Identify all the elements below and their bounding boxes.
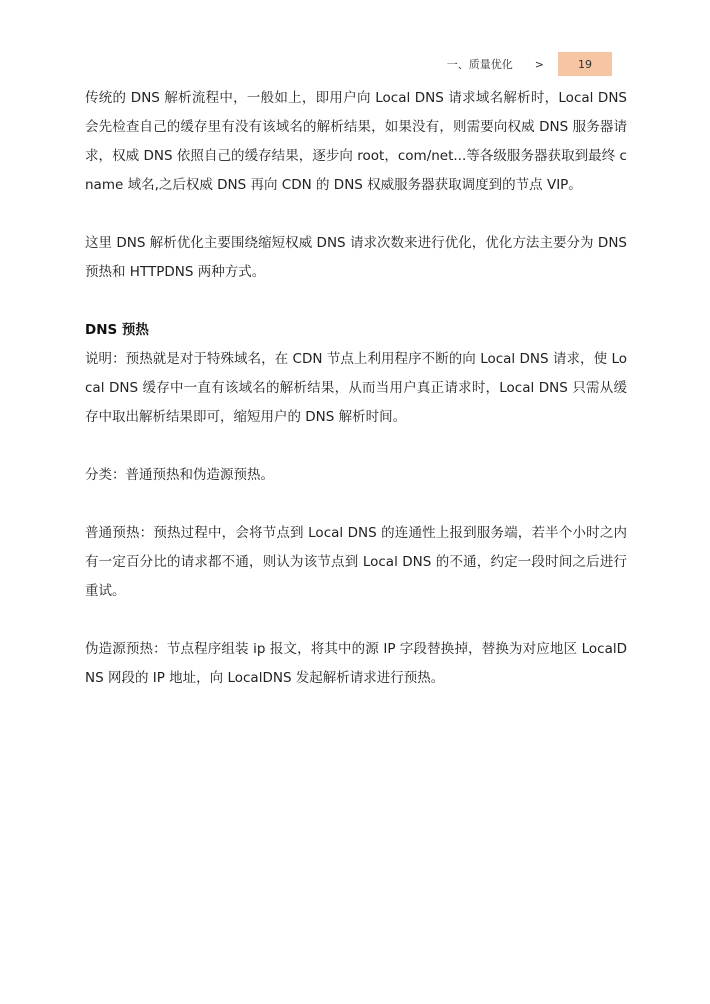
page-header <box>447 52 612 76</box>
document-body <box>85 84 627 693</box>
page-number-badge: 19 <box>558 52 612 76</box>
paragraph-prewarm-description: 说明：预热就是对于特殊域名，在 CDN 节点上利用程序不断的向 Local DNS 请求，使 Local DNS 缓存中一直有该域名的解析结果，从而当用户真正请求时，Local DNS 只需从缓存中取出解析结果即可，缩短用户的 DNS 解析时间。 <box>85 351 627 425</box>
paragraph-dns-optimization: 这里 DNS 解析优化主要围绕缩短权威 DNS 请求次数来进行优化，优化方法主要分为 DNS 预热和 HTTPDNS 两种方式。 <box>85 235 627 280</box>
paragraph-dns-flow: 传统的 DNS 解析流程中，一般如上，即用户向 Local DNS 请求域名解析时，Local DNS 会先检查自己的缓存里有没有该域名的解析结果，如果没有，则需要向权威 DNS 服务器请求，权威 DNS 依照自己的缓存结果，逐步向 root，com/net...等各级服务器获取到最终 cname 域名,之后权威 DNS 再向 CDN 的 DNS 权威服务器获取调度到的节点 VIP。 <box>85 90 627 193</box>
section-heading-dns-prewarm: DNS 预热 <box>85 322 149 338</box>
paragraph-spoofed-source-prewarm: 伪造源预热：节点程序组装 ip 报文，将其中的源 IP 字段替换掉，替换为对应地区 LocalDNS 网段的 IP 地址，向 LocalDNS 发起解析请求进行预热。 <box>85 641 627 686</box>
section-title: 一、质量优化 <box>446 58 513 71</box>
breadcrumb-separator: > <box>534 57 544 71</box>
paragraph-normal-prewarm: 普通预热：预热过程中，会将节点到 Local DNS 的连通性上报到服务端，若半个小时之内有一定百分比的请求都不通，则认为该节点到 Local DNS 的不通，约定一段时间之后进行重试。 <box>85 525 627 599</box>
paragraph-prewarm-categories: 分类：普通预热和伪造源预热。 <box>85 467 274 483</box>
